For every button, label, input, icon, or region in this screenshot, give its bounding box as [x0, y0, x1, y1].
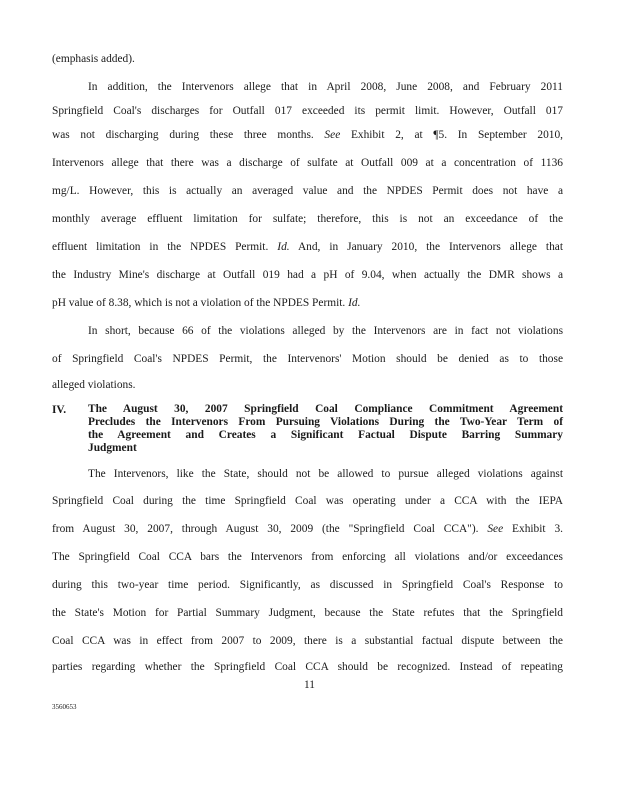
text-line: In addition, the Intervenors allege that in April 2008, June 2008, and February 2011 [88, 81, 563, 93]
text-line: the State's Motion for Partial Summary Judgment, because the State refutes that the Springfield [52, 607, 563, 619]
text-line: was not discharging during these three months. See Exhibit 2, at ¶5. In September 2010, [52, 129, 564, 141]
text-line: mg/L. However, this is actually an averaged value and the NPDES Permit does not have a [52, 185, 563, 197]
text-line: alleged violations. [52, 379, 136, 391]
document-id: 3560653 [52, 703, 77, 711]
section-heading: Precludes the Intervenors From Pursuing Violations During the Two-Year Term of [88, 416, 563, 428]
text-line: In short, because 66 of the violations alleged by the Intervenors are in fact not violations [88, 325, 563, 337]
text-line: The Intervenors, like the State, should not be allowed to pursue alleged violations against [88, 468, 563, 480]
text-line: pH value of 8.38, which is not a violation of the NPDES Permit. Id. [52, 297, 361, 309]
text-line: monthly average effluent limitation for sulfate; therefore, this is not an exceedance of the [52, 213, 563, 225]
text-line: parties regarding whether the Springfield Coal CCA should be recognized. Instead of repeating [52, 661, 563, 673]
text-line: effluent limitation in the NPDES Permit. Id. And, in January 2010, the Intervenors allege that [52, 241, 564, 253]
section-heading: the Agreement and Creates a Significant Factual Dispute Barring Summary [88, 429, 563, 441]
text-line: Springfield Coal during the time Springfield Coal was operating under a CCA with the IEPA [52, 495, 563, 507]
section-heading: The August 30, 2007 Springfield Coal Compliance Commitment Agreement [88, 403, 563, 415]
text-line: Springfield Coal's discharges for Outfall 017 exceeded its permit limit. However, Outfall 017 [52, 105, 563, 117]
page-number: 11 [304, 679, 315, 691]
text-line: Coal CCA was in effect from 2007 to 2009, there is a substantial factual dispute between the [52, 635, 563, 647]
section-heading: Judgment [88, 442, 137, 454]
text-line: (emphasis added). [52, 53, 135, 65]
text-line: during this two-year time period. Significantly, as discussed in Springfield Coal's Response to [52, 579, 563, 591]
text-line: of Springfield Coal's NPDES Permit, the Intervenors' Motion should be denied as to those [52, 353, 563, 365]
text-line: from August 30, 2007, through August 30, 2009 (the "Springfield Coal CCA"). See Exhibit 3. [52, 523, 564, 535]
section-number: IV. [52, 404, 67, 416]
text-line: The Springfield Coal CCA bars the Intervenors from enforcing all violations and/or exceedances [52, 551, 563, 563]
text-line: the Industry Mine's discharge at Outfall 019 had a pH of 9.04, when actually the DMR shows a [52, 269, 563, 281]
text-line: Intervenors allege that there was a discharge of sulfate at Outfall 009 at a concentration of 1136 [52, 157, 563, 169]
